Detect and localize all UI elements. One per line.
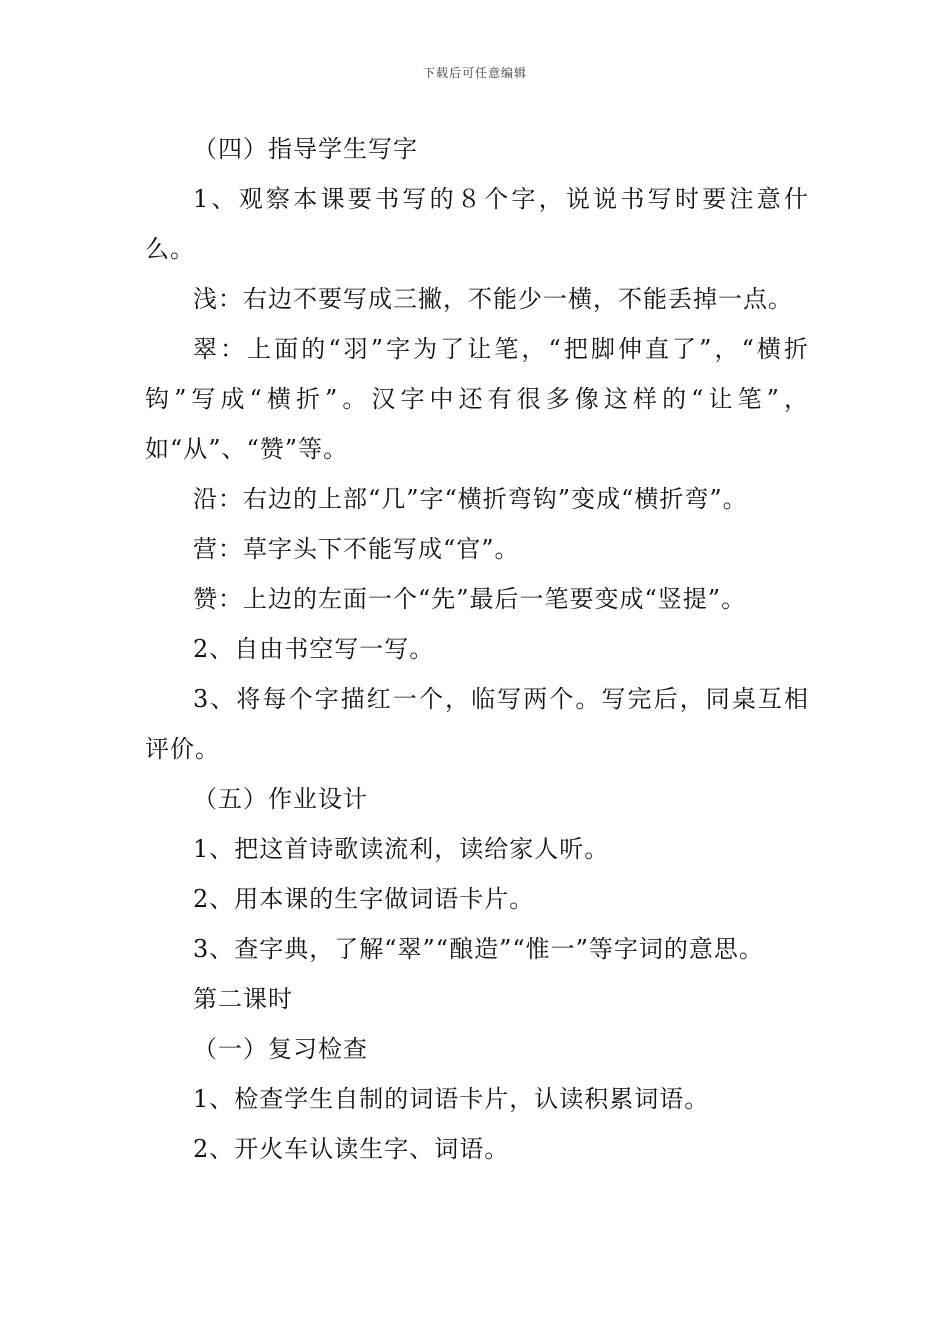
section-heading-writing: （四）指导学生写字	[193, 135, 418, 163]
section-heading-homework: （五）作业设计	[193, 785, 368, 813]
paragraph: 赞：上边的左面一个“先”最后一笔要变成“竖提”。	[193, 585, 747, 613]
paragraph: 2、开火车认读生字、词语。	[193, 1135, 510, 1163]
lesson-heading: 第二课时	[193, 985, 293, 1013]
page-header: 下载后可任意编辑	[422, 66, 527, 80]
document-body	[145, 124, 809, 1174]
paragraph: 2、自由书空写一写。	[193, 635, 435, 663]
section-heading-review: （一）复习检查	[193, 1035, 368, 1063]
paragraph: 翠：上面的“羽”字为了让笔，“把脚伸直了”，“横折钩”写成“横折”。汉字中还有很多像这样的“让笔”，如“从”、“赞”等。	[145, 335, 809, 463]
paragraph: 营：草字头下不能写成“官”。	[193, 535, 520, 563]
paragraph: 1、把这首诗歌读流利，读给家人听。	[193, 835, 610, 863]
paragraph: 3、将每个字描红一个，临写两个。写完后，同桌互相评价。	[145, 685, 809, 763]
paragraph: 3、查字典，了解“翠”“酿造”“惟一”等字词的意思。	[193, 935, 764, 963]
paragraph: 沿：右边的上部“几”字“横折弯钩”变成“横折弯”。	[193, 485, 748, 513]
paragraph: 1、观察本课要书写的８个字，说说书写时要注意什么。	[145, 185, 809, 263]
paragraph: 1、检查学生自制的词语卡片，认读积累词语。	[193, 1085, 710, 1113]
paragraph: 浅：右边不要写成三撇，不能少一横，不能丢掉一点。	[193, 285, 793, 313]
paragraph: 2、用本课的生字做词语卡片。	[193, 885, 535, 913]
